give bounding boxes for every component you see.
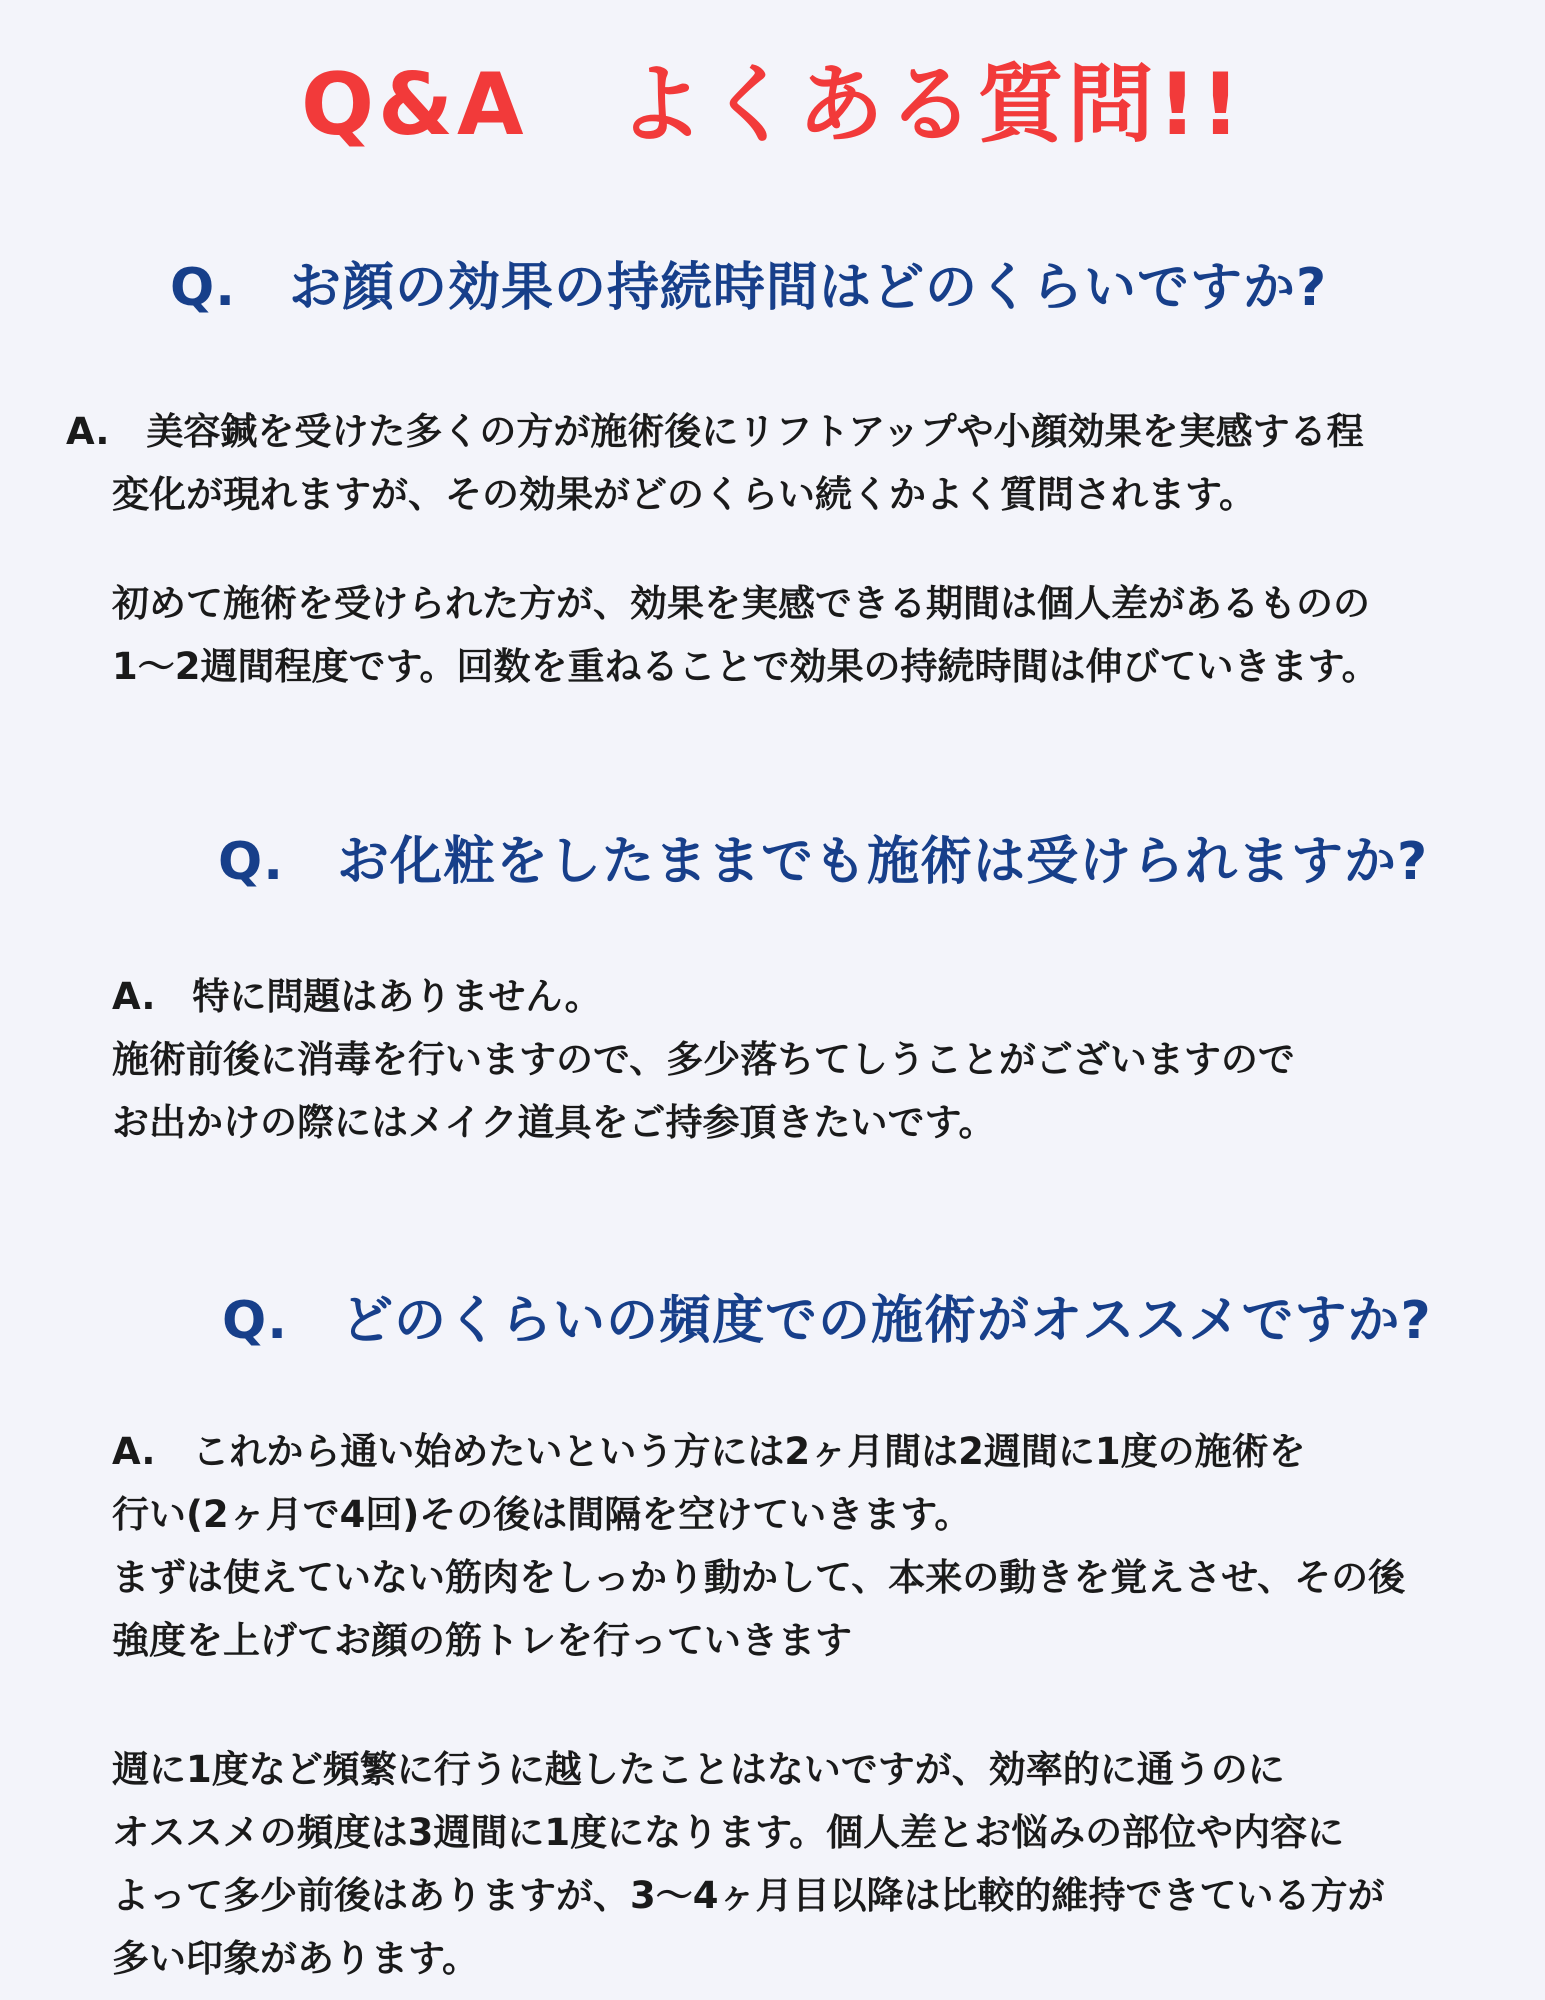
- faq-answer-2-line-2: 施術前後に消毒を行いますので、多少落ちてしうことがございますので: [112, 1038, 1295, 1081]
- faq-question-1: Q. お顔の効果の持続時間はどのくらいですか?: [170, 258, 1328, 318]
- faq-answer-3-line-5: 週に1度など頻繁に行うに越したことはないですが、効率的に通うのに: [112, 1748, 1285, 1791]
- faq-answer-1-line-3: 初めて施術を受けられた方が、効果を実感できる期間は個人差があるものの: [112, 582, 1370, 625]
- faq-answer-1-line-1: A. 美容鍼を受けた多くの方が施術後にリフトアップや小顔効果を実感する程: [66, 410, 1364, 453]
- faq-answer-1-line-4: 1〜2週間程度です。回数を重ねることで効果の持続時間は伸びていきます。: [112, 645, 1379, 688]
- faq-answer-3-line-2: 行い(2ヶ月で4回)その後は間隔を空けていきます。: [112, 1493, 972, 1536]
- faq-answer-3-line-8: 多い印象があります。: [112, 1937, 480, 1980]
- faq-question-2: Q. お化粧をしたままでも施術は受けられますか?: [218, 832, 1429, 892]
- faq-answer-3-line-6: オススメの頻度は3週間に1度になります。個人差とお悩みの部位や内容に: [112, 1811, 1345, 1854]
- faq-answer-3-line-4: 強度を上げてお顔の筋トレを行っていきます: [112, 1619, 852, 1662]
- faq-answer-3-line-7: よって多少前後はありますが、3〜4ヶ月目以降は比較的維持できている方が: [112, 1874, 1385, 1917]
- faq-question-3: Q. どのくらいの頻度での施術がオススメですか?: [222, 1291, 1432, 1351]
- paragraph-gap: [112, 1672, 1405, 1738]
- paragraph-gap: [66, 526, 1379, 572]
- faq-answer-2-line-3: お出かけの際にはメイク道具をご持参頂きたいです。: [112, 1101, 996, 1144]
- faq-answer-3: [112, 1420, 1405, 1990]
- faq-answer-2: [112, 965, 1295, 1154]
- faq-answer-3-line-1: A. これから通い始めたいという方には2ヶ月間は2週間に1度の施術を: [112, 1430, 1306, 1473]
- page-title: Q&A よくある質問!!: [300, 55, 1245, 155]
- faq-answer-2-line-1: A. 特に問題はありません。: [112, 975, 602, 1018]
- faq-answer-1: [66, 400, 1379, 698]
- faq-answer-3-line-3: まずは使えていない筋肉をしっかり動かして、本来の動きを覚えさせ、その後: [112, 1556, 1406, 1599]
- faq-answer-1-line-2: 変化が現れますが、その効果がどのくらい続くかよく質問されます。: [112, 473, 1257, 516]
